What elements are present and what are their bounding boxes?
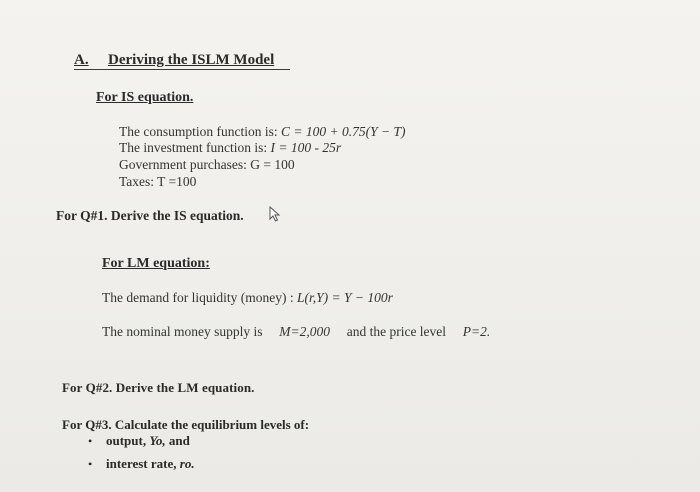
list-item-output: output, Yo, and: [106, 433, 190, 448]
question-1: For Q#1. Derive the IS equation.: [56, 208, 244, 223]
money-supply-value: M=2,000: [279, 324, 330, 339]
mouse-pointer-icon: [268, 206, 282, 222]
money-demand-label: The demand for liquidity (money) :: [102, 290, 294, 305]
money-supply-line: [102, 324, 490, 340]
question-2: For Q#2. Derive the LM equation.: [62, 380, 255, 395]
consumption-expression: C = 100 + 0.75(Y − T): [280, 124, 406, 139]
investment-expression: I = 100 - 25r: [270, 140, 342, 155]
investment-function-line: [119, 140, 341, 156]
taxes-line: Taxes: T =100: [119, 174, 197, 189]
government-purchases-line: Government purchases: G = 100: [119, 157, 295, 172]
list-item-interest-rate: interest rate, ro.: [106, 456, 195, 471]
money-demand-line: [102, 290, 393, 306]
is-equation-heading: For IS equation.: [96, 90, 194, 105]
question-3: For Q#3. Calculate the equilibrium levels of:: [62, 417, 310, 432]
consumption-label: The consumption function is:: [119, 124, 278, 139]
price-level-value: P=2.: [462, 324, 491, 339]
section-letter: A.: [74, 52, 89, 68]
money-supply-label: The nominal money supply is: [102, 324, 263, 339]
bullet-icon: •: [88, 457, 93, 471]
consumption-function-line: [119, 124, 405, 140]
money-demand-expression: L(r,Y) = Y − 100r: [296, 290, 393, 305]
title-underline: [74, 69, 290, 70]
lm-equation-heading: For LM equation:: [102, 256, 210, 271]
price-level-label: and the price level: [346, 324, 447, 339]
bullet-icon: •: [88, 434, 93, 448]
investment-label: The investment function is:: [119, 140, 268, 155]
section-title: Deriving the ISLM Model: [108, 52, 275, 68]
